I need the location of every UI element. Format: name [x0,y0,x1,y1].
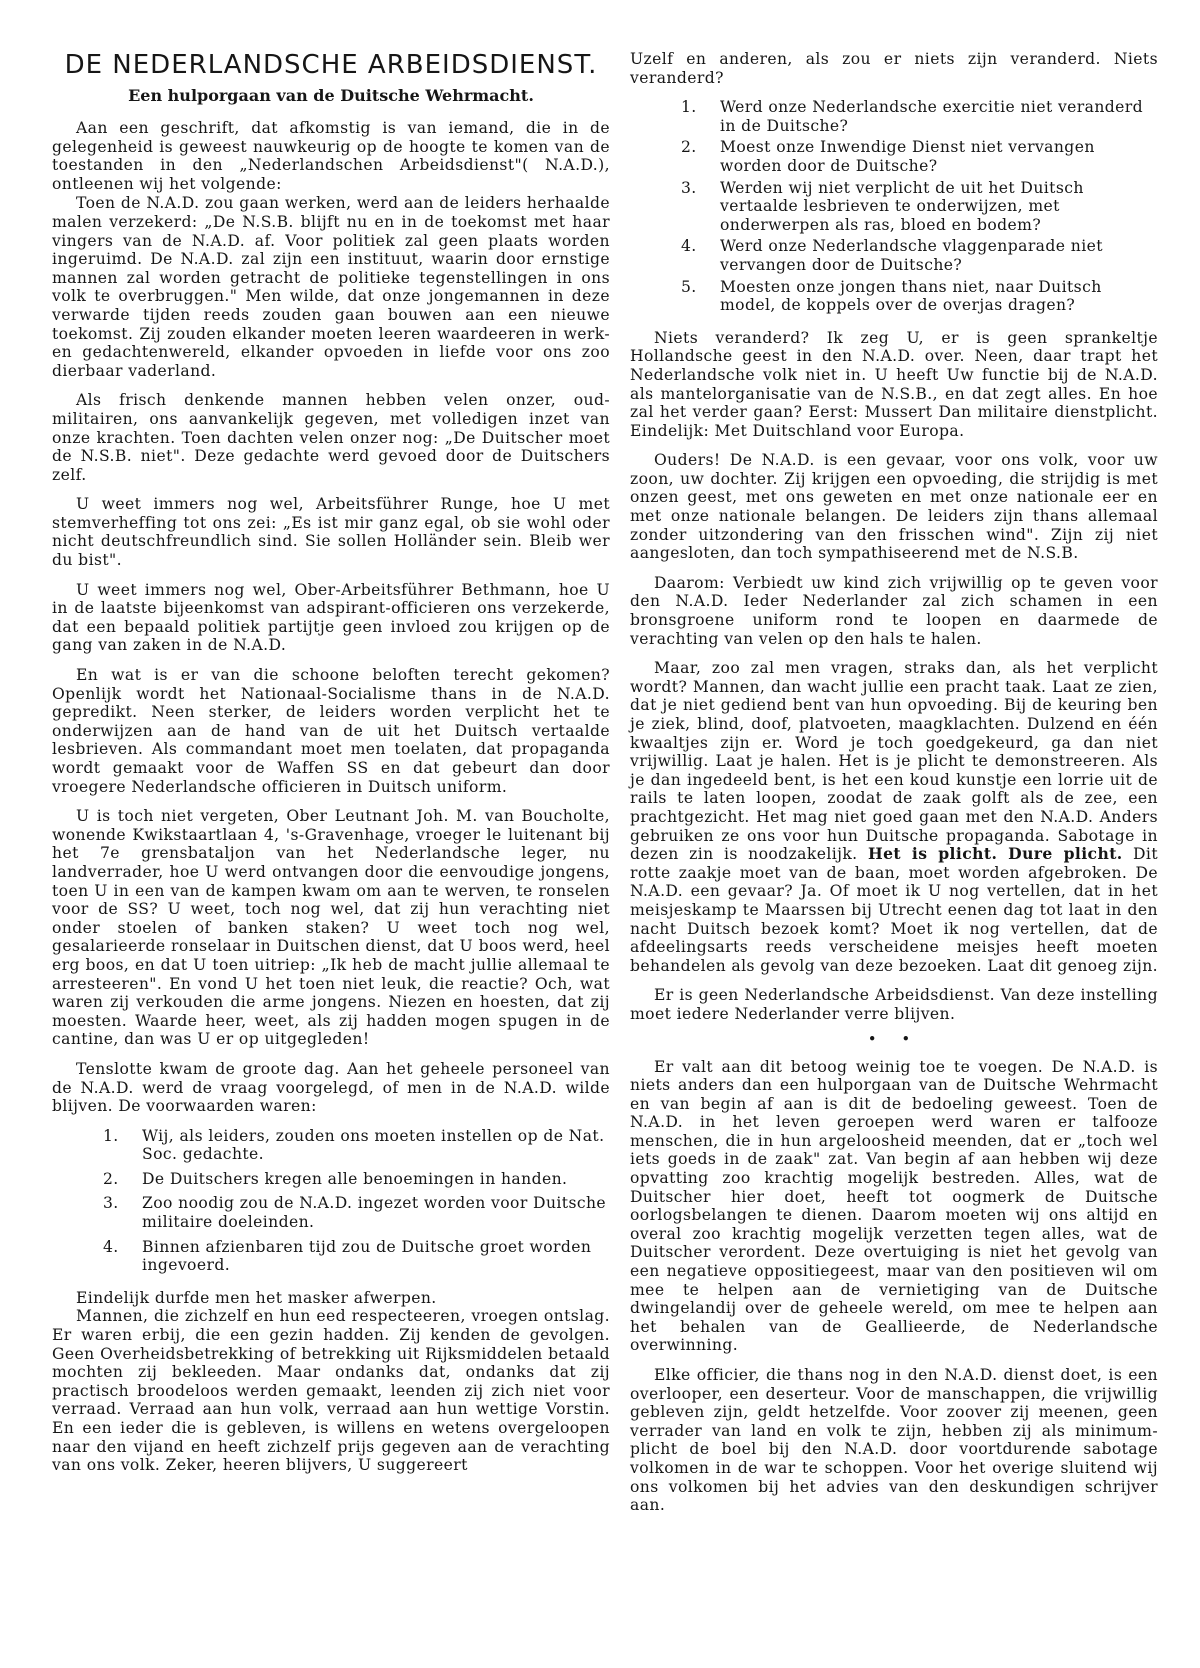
paragraph: Tenslotte kwam de groote dag. Aan het geheele personeel van de N.A.D. werd de vraag voorgelegd, of men in de N.A.D. wilde blijven. De voorwaarden waren: [52,1059,610,1116]
list-item: 4. Werd onze Nederlandsche vlaggenparade niet vervangen door de Duitsche? [702,237,1158,274]
sabotage-text-cont: Dit rotte zaakje moet van de baan, moet worden afgebroken. De N.A.D. een gevaar? Ja. Of moet ik U nog vertellen, dat in het meisjeskamp te Maarssen bij Utrecht eenen dag tot laat in den nacht Duitsch bezoek komt? Moet ik nog vertellen, dat de afdeelingsarts reeds verscheidene meisjes heeft moeten behandelen als gevolg van deze bezoeken. Laat dit genoeg zijn. [630,845,1159,975]
list-item: 5. Moesten onze jongen thans niet, naar Duitsch model, de koppels over de overjas dragen? [702,278,1158,315]
paragraph: En wat is er van die schoone beloften terecht gekomen? Openlijk wordt het Nationaal-Socialisme thans in de N.A.D. gepredikt. Neen sterker, de leiders worden verplicht het te onderwijzen aan de hand van de uit het Duitsch vertaalde lesbrieven. Als commandant moet men toelaten, dat propaganda wordt gemaakt voor de Waffen SS en dat gebeurt dan door vroegere Nederlandsche officieren in Duitsch uniform. [52,666,610,796]
article-title: DE NEDERLANDSCHE ARBEIDSDIENST. [64,50,598,80]
paragraph: Niets veranderd? Ik zeg U, er is geen sprankeltje Hollandsche geest in den N.A.D. over. Neen, daar trapt het Nederlandsche volk niet in. U heeft Uw functie bij de N.A.D. als mantelorganisatie van de N.S.B., en dat zegt alles. En hoe zal het verder gaan? Eerst: Mussert Dan militaire dienstplicht. Eindelijk: Met Duitschland voor Europa. [630,328,1158,440]
list-item: 1. Wij, als leiders, zouden ons moeten instellen op de Nat. Soc. gedachte. [124,1127,610,1164]
article-subtitle: Een hulporgaan van de Duitsche Wehrmacht. [128,86,534,105]
paragraph: U weet immers nog wel, Ober-Arbeitsführer Bethmann, hoe U in de laatste bijeenkomst van adspirant-officieren ons verzekerde, dat een bepaald politiek partijtje geen invloed zou krijgen op de gang van zaken in de N.A.D. [52,580,610,655]
paragraph: Eindelijk durfde men het masker afwerpen. [76,1288,437,1307]
list-item: 2. Moest onze Inwendige Dienst niet vervangen worden door de Duitsche? [702,138,1158,175]
paragraph: U weet immers nog wel, Arbeitsführer Runge, hoe U met stemverheffing tot ons zei: „Es ist mir ganz egal, ob sie wohl oder nicht deutschfreundlich sind. Sie sollen Holländer sein. Bleib wer du bist". [52,495,610,570]
paragraph: Daarom: Verbiedt uw kind zich vrijwillig op te geven voor den N.A.D. Ieder Nederlander zal zich schamen in een bronsgroene uniform rond te loopen en daarmede de verachting van velen op den hals te halen. [630,573,1158,648]
paragraph: Er valt aan dit betoog weinig toe te voegen. De N.A.D. is niets anders dan een hulporgaan van de Duitsche Wehrmacht en van begin af aan is dit de bedoeling geweest. Toen de N.A.D. in het leven geroepen werd waren er talfooze menschen, die in hun argeloosheid meenden, dat er „toch wel iets goeds in de zaak" zat. Van begin af aan hebben wij deze opvatting zoo krachtig mogelijk bestreden. Alles, wat de Duitscher hier doet, heeft tot oogmerk de Duitsche oorlogsbelangen te dienen. Daarom moeten wij ons altijd en overal zoo krachtig mogelijk verzetten tegen alles, wat de Duitscher verordent. Deze overtuiging is niet het gevolg van een negatieve oppositiegeest, maar van den positieven wil om mee te helpen aan de vernietiging van de Duitsche dwingelandij over de geheele wereld, om mee te helpen aan het behalen van de Geallieerde, de Nederlandsche overwinning. [630,1057,1158,1355]
paragraph [630,659,1158,975]
list-item: 2. De Duitschers kregen alle benoemingen in handen. [124,1170,610,1189]
section-separator: • • [867,1029,921,1048]
paragraph: Aan een geschrift, dat afkomstig is van iemand, die in de gelegenheid is geweest nauwkeurig op de hoogte te komen van de toestanden in den „Nederlandschen Arbeidsdienst"( N.A.D.), ontleenen wij het volgende: [52,119,610,193]
bold-duty-text: Het is plicht. Dure plicht. [867,844,1123,864]
changes-list [630,98,1158,315]
list-item: 3. Zoo noodig zou de N.A.D. ingezet worden voor Duitsche militaire doeleinden. [124,1194,610,1231]
paragraph: Uzelf en anderen, als zou er niets zijn veranderd. Niets veranderd? [630,50,1158,87]
paragraph: Ouders! De N.A.D. is een gevaar, voor ons volk, voor uw zoon, uw dochter. Zij krijgen een opvoeding, die strijdig is met onzen geest, met ons geweten en met onze nationale eer en met onze nationale belangen. De leiders zijn thans allemaal zonder uitzondering van den frisschen wind". Zijn zij niet aangesloten, dan toch sympathiseerend met de N.S.B. [630,451,1158,563]
list-item: 1. Werd onze Nederlandsche exercitie niet veranderd in de Duitsche? [702,98,1158,135]
sabotage-text: Maar, zoo zal men vragen, straks dan, als het verplicht wordt? Mannen, dan wacht jullie een pracht taak. Laat ze zien, dat je niet gediend bent van hun opvoeding. Bij de keuring ben je ziek, blind, doof, platvoeten, maagklachten. Dulzend en één kwaaltjes zijn er. Word je toch goedgekeurd, ga dan niet vrijwillig. Laat je halen. Het is je plicht te demonstreeren. Als je dan ingedeeld bent, is het een koud kunstje een lorrie uit de rails te laten loopen, zoodat de zaak golft als de zee, een prachtgezicht. Het mag niet goed gaan met den N.A.D. Anders gebruiken ze ons voor hun Duitsche propaganda. Sabotage in dezen zin is noodzakelijk. [630,659,1158,864]
left-column [52,50,610,1486]
paragraph: Elke officier, die thans nog in den N.A.D. dienst doet, is een overlooper, een deserteur. Voor de manschappen, die vrijwillig gebleven zijn, geldt hetzelfde. Voor zoover zij meenen, geen verrader van land en volk te zijn, hebben zij als minimum-plicht de boel bij den N.A.D. door voortdurende sabotage volkomen in de war te schoppen. Voor het overige sluitend wij ons volkomen bij het advies van den deskundigen schrijver aan. [630,1366,1158,1515]
paragraph: Toen de N.A.D. zou gaan werken, werd aan de leiders herhaalde malen verzekerd: „De N.S.B. blijft nu en in de toekomst met haar vingers van de N.A.D. af. Voor politiek zal geen plaats worden ingeruimd. De N.A.D. zal zijn een instituut, waarin door ernstige mannen zal worden getracht de politieke tegenstellingen in ons volk te overbruggen." Men wilde, dat onze jongemannen in deze verwarde tijden reeds zouden gaan bouwen aan een nieuwe toekomst. Zij zouden elkander moeten leeren waardeeren in werk- en gedachtenwereld, elkander opvoeden in liefde voor ons zoo dierbaar vaderland. [52,194,610,380]
conditions-list [52,1127,610,1275]
paragraph: Er is geen Nederlandsche Arbeidsdienst. Van deze instelling moet iedere Nederlander verre blijven. [630,986,1158,1023]
paragraph: Mannen, die zichzelf en hun eed respecteeren, vroegen ontslag. Er waren erbij, die een gezin hadden. Zij kenden de gevolgen. Geen Overheidsbetrekking of betrekking uit Rijksmiddelen betaald mochten zij bekleeden. Maar ondanks dat, ondanks dat zij practisch broodeloos werden gemaakt, leenden zij zich niet voor verraad. Verraad aan hun volk, verraad aan hun wettige Vorstin. En een ieder die is gebleven, is willens en wetens overgeloopen naar den vijand en heeft zichzelf prijs gegeven aan de verachting van ons volk. Zeker, heeren blijvers, U suggereert [52,1307,610,1475]
list-item: 3. Werden wij niet verplicht de uit het Duitsch vertaalde lesbrieven te onderwijzen, met onderwerpen als ras, bloed en bodem? [702,179,1158,235]
list-item: 4. Binnen afzienbaren tijd zou de Duitsche groet worden ingevoerd. [124,1238,610,1275]
right-column [630,50,1158,1526]
paragraph: U is toch niet vergeten, Ober Leutnant Joh. M. van Boucholte, wonende Kwikstaartlaan 4, 's-Gravenhage, vroeger le luitenant bij het 7e grensbataljon van het Nederlandsche leger, nu landverrader, hoe U werd ontvangen door die eenvoudige jongens, toen U in een van de kampen kwam om aan te werven, te ronselen voor de SS? U weet, toch nog wel, dat zij hun verachting niet onder stoelen of banken staken? U weet toch nog wel, gesalarieerde ronselaar in Duitschen dienst, dat U boos werd, heel erg boos, en dat U toen uitriep: „Ik heb de macht jullie allemaal te arresteeren". En vond U het toen niet leuk, die reactie? Och, wat waren zij verkouden die arme jongens. Niezen en hoesten, dat zij moesten. Waarde heer, weet, als zij hadden mogen spugen in de cantine, dan was U er op uitgegleden! [52,807,610,1049]
paragraph: Als frisch denkende mannen hebben velen onzer, oud-militairen, ons aanvankelijk gegeven, met volledigen inzet van onze krachten. Toen dachten velen onzer nog: „De Duitscher moet de N.S.B. niet". Deze gedachte werd gevoed door de Duitschers zelf. [52,391,610,484]
